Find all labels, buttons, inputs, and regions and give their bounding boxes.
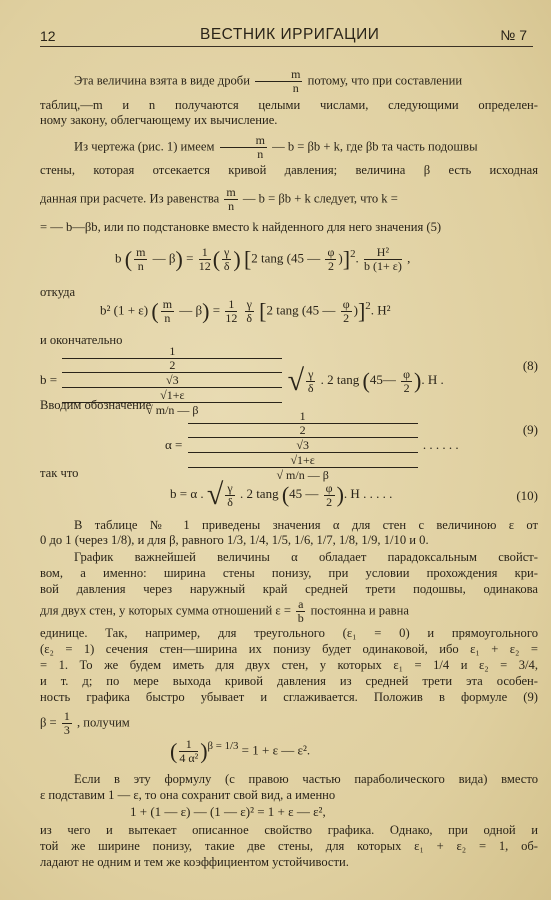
equation-block: b = α . √ $\frac{\gamma}{\delta}$ . 2 tang (45 — $\frac{\varphi}{2}$ ). H . . . . .: [170, 478, 393, 511]
text-line: откуда: [40, 285, 76, 299]
equation-block: b = 1 2 √3 √1+ε √ m/n — β √ $\frac{\gamma}{\delta}$ . 2 tang (45— $\frac{\varphi}{2}$ ). H .: [40, 344, 444, 417]
text-line: ладают не одним и тем же коэффициентом устойчивости.: [40, 855, 349, 869]
fraction: $\frac{m}{n}$: [255, 68, 302, 95]
page-header: [40, 22, 533, 47]
text-line: β = $\frac{1}{3}$ , получим: [40, 709, 130, 737]
text-line: ному закону, облегчающему их вычисление.: [40, 113, 278, 127]
equation-number: (9): [522, 422, 538, 437]
journal-title: ВЕСТНИК ИРРИГАЦИИ: [200, 26, 380, 43]
text-line: той же ширине понизу, такие две стены, для которых ε₁ + ε₂ = 1, об-: [40, 839, 538, 853]
text-line: ε подставим 1 — ε, то она сохранит свой вид, а именно: [40, 788, 336, 802]
text-line: = — b—βb, или по подстановке вместо k найденного для него значения (5): [40, 220, 442, 234]
text-line: (ε₂ = 1) сечения стен—ширина их понизу будет одинаковой, ибо ε₁ + ε₂ =: [40, 642, 538, 656]
equation-block: α = 1 2 √3 √1+ε √ m/n — β . . . . . .: [165, 409, 459, 482]
equation-block: b ( $\frac{m}{n}$ — β) = $\frac{1}{12}$ ( $\frac{\gamma}{\delta}$ ) [2 tang (45 — $\frac{\varphi}{2}$ )]$^2$. $\frac{\text{H²}}{b (1+ \varepsilon)}$ ,: [115, 245, 411, 273]
page-number: 12: [40, 28, 56, 44]
text-line: и окончательно: [40, 333, 123, 347]
text-line: так что: [40, 466, 79, 480]
text-line: таблиц,—m и n получаются целыми числами, следующими определен-: [40, 98, 538, 112]
text-line: Вводим обозначение: [40, 398, 152, 412]
text-line: График важнейшей величины α обладает парадоксальным свойст-: [74, 550, 538, 564]
text-line: В таблице № 1 приведены значения α для стен с величиною ε от: [74, 518, 538, 532]
equation-block: b² (1 + ε) ( $\frac{m}{n}$ — β) = $\frac{1}{12}$ $\frac{\gamma}{\delta}$ [2 tang (45 — $\frac{\varphi}{2}$ )]$^2$. H²: [100, 297, 391, 325]
equation-block: 1 + (1 — ε) — (1 — ε)² = 1 + ε — ε²,: [130, 804, 326, 819]
equation-number: (8): [522, 358, 538, 373]
text-line: 0 до 1 (через 1/8), и для β, равного 1/3, 1/4, 1/5, 1/6, 1/7, 1/8, 1/9, 1/10 и 0.: [40, 533, 429, 547]
text-line: единице. Так, например, для треугольного (ε₁ = 0) и прямоугольного: [40, 626, 538, 640]
text-line: Если в эту формулу (с правою частью параболического вида) вместо: [74, 772, 538, 786]
text-line: стены, которая отсекается кривой давления; величина β есть исходная: [40, 163, 538, 177]
text-line: и т. д; по мере выхода кривой давления из средней трети эта особен-: [40, 674, 538, 688]
equation-block: ( $\frac{1}{\text{4 α²}}$ )$^{\beta = 1/3}$ = 1 + ε — ε².: [170, 737, 311, 765]
text-line: вой давления через наружный край средней трети подошвы, одинакова: [40, 582, 538, 596]
text-line: Из чертежа (рис. 1) имеем $\frac{m}{n}$ — b = βb + k, где βb та часть подошвы: [74, 133, 478, 161]
equation-number: (10): [516, 488, 538, 503]
issue-number: № 7: [500, 27, 527, 43]
text-line: вом, а именно: ширина стены понизу, при условии прохождения кри-: [40, 566, 538, 580]
text-line: для двух стен, у которых сумма отношений ε = $\frac{a}{b}$ постоянна и равна: [40, 597, 409, 625]
text-line: = 1. То же будем иметь для двух стен, у которых ε₁ = 1/4 и ε₂ = 3/4,: [40, 658, 538, 672]
text-line: из чего и вытекает описанное свойство графика. Однако, при одной и: [40, 823, 538, 837]
text-line: Эта величина взята в виде дроби $\frac{m}{n}$ потому, что при составлении: [74, 67, 463, 95]
text-line: данная при расчете. Из равенства $\frac{m}{n}$ — b = βb + k следует, что k =: [40, 185, 398, 213]
text-line: ность графика быстро убывает и сглаживается. Положив в формуле (9): [40, 690, 538, 704]
